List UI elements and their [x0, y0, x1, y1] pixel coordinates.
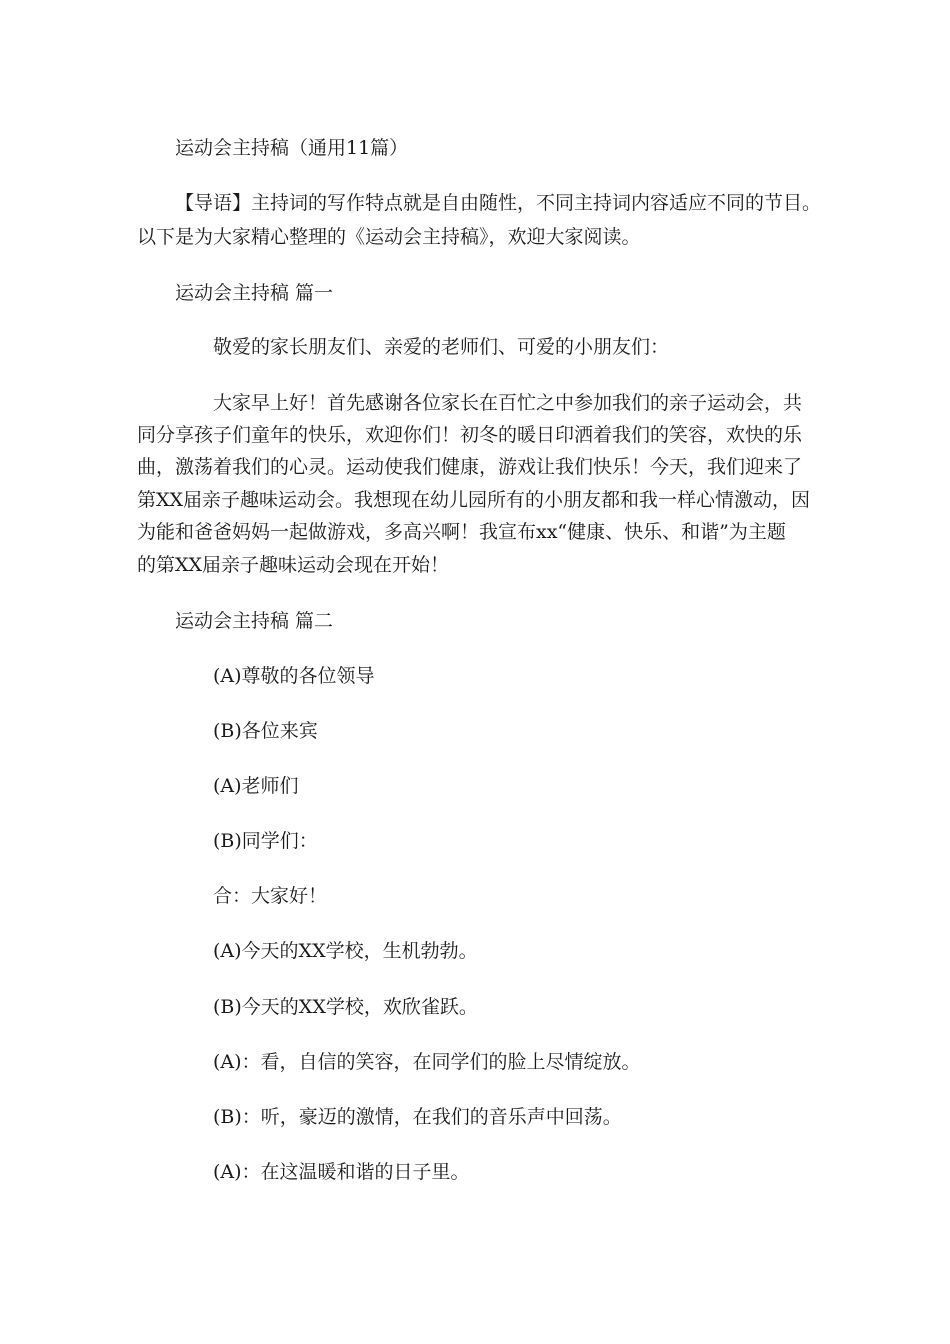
section2-line: (B)今天的XX学校，欢欣雀跃。: [213, 996, 478, 1018]
section2-line: (A)：看，自信的笑容，在同学们的脸上尽情绽放。: [213, 1051, 641, 1073]
section2-line: (B)同学们：: [213, 830, 318, 852]
section1-heading: 运动会主持稿 篇一: [175, 282, 334, 304]
section2-line: (A)尊敬的各位领导: [213, 665, 375, 687]
section2-line: (B)：听，豪迈的激情，在我们的音乐声中回荡。: [213, 1106, 622, 1128]
section1-body-line: 为能和爸爸妈妈一起做游戏，多高兴啊！我宣布xx“健康、快乐、和谐”为主题: [137, 521, 786, 543]
section1-body-line: 大家早上好！首先感谢各位家长在百忙之中参加我们的亲子运动会，共: [213, 392, 803, 414]
intro-line-1: 【导语】主持词的写作特点就是自由随性，不同主持词内容适应不同的节目。: [175, 192, 822, 214]
section2-line: 合：大家好！: [213, 885, 328, 907]
section1-body-line: 同分享孩子们童年的快乐，欢迎你们！初冬的暖日印洒着我们的笑容，欢快的乐: [137, 424, 803, 446]
section1-body-line: 第XX届亲子趣味运动会。我想现在幼儿园所有的小朋友都和我一样心情激动，因: [137, 489, 811, 511]
section2-line: (B)各位来宾: [213, 720, 318, 742]
section2-heading: 运动会主持稿 篇二: [175, 610, 334, 632]
section1-body-line: 曲，激荡着我们的心灵。运动使我们健康，游戏让我们快乐！今天，我们迎来了: [137, 456, 803, 478]
section2-line: (A)今天的XX学校，生机勃勃。: [213, 940, 478, 962]
section1-salutation: 敬爱的家长朋友们、亲爱的老师们、可爱的小朋友们：: [213, 336, 670, 358]
section1-body-line: 的第XX届亲子趣味运动会现在开始！: [137, 554, 450, 576]
section2-line: (A)：在这温暖和谐的日子里。: [213, 1161, 470, 1183]
document-title: 运动会主持稿（通用11篇）: [175, 137, 409, 159]
section2-line: (A)老师们: [213, 775, 299, 797]
intro-line-2: 以下是为大家精心整理的《运动会主持稿》，欢迎大家阅读。: [137, 226, 641, 248]
